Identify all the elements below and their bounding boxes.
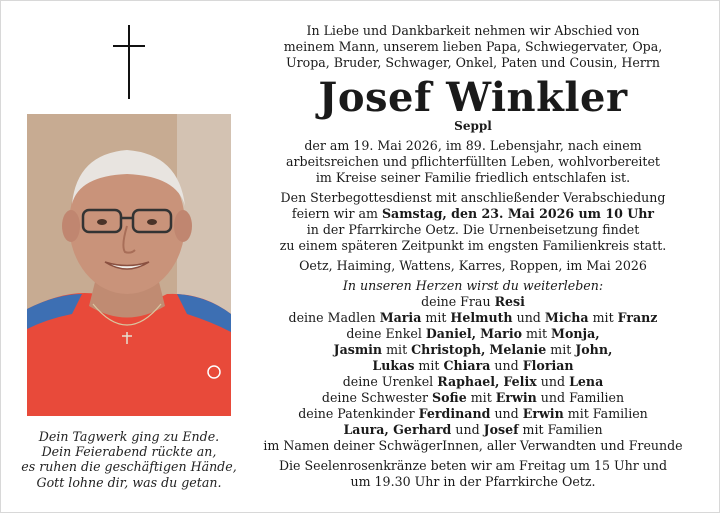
- family-line: deine Frau Resi: [421, 294, 525, 309]
- family-line: Lukas mit Chiara und Florian: [372, 358, 574, 373]
- family-line: Jasmin mit Christoph, Melanie mit John,: [333, 342, 613, 357]
- nickname: Seppl: [454, 119, 492, 133]
- hearts-line: In unseren Herzen wirst du weiterleben:: [342, 278, 604, 293]
- poem-line: es ruhen die geschäftigen Hände,: [21, 459, 237, 475]
- deceased-name: Josef Winkler: [318, 74, 628, 121]
- poem-line: Dein Tagwerk ging zu Ende.: [38, 429, 220, 444]
- family-line: Laura, Gerhard und Josef mit Familien: [343, 422, 603, 437]
- poem-line: Gott lohne dir, was du getan.: [36, 474, 222, 490]
- intro-line: In Liebe und Dankbarkeit nehmen wir Abschied von: [306, 23, 640, 38]
- family-line: deine Patenkinder Ferdinand und Erwin mit Familien: [298, 406, 648, 421]
- obituary-text: [263, 23, 683, 490]
- family-line: deine Schwester Sofie mit Erwin und Familien: [321, 390, 625, 405]
- portrait-photo: [27, 114, 231, 416]
- rosary-line: um 19.30 Uhr in der Pfarrkirche Oetz.: [350, 474, 596, 489]
- rosary-line: Die Seelenrosenkränze beten wir am Freitag um 15 Uhr und: [278, 458, 668, 473]
- poem: [15, 429, 243, 490]
- family-line: deine Urenkel Raphael, Felix und Lena: [342, 374, 604, 389]
- place-date: Oetz, Haiming, Wattens, Karres, Roppen, im Mai 2026: [299, 258, 647, 273]
- family-line: deine Enkel Daniel, Mario mit Monja,: [346, 326, 600, 341]
- poem-line: Dein Feierabend rückte an,: [41, 444, 217, 460]
- intro-line: Uropa, Bruder, Schwager, Onkel, Paten und Cousin, Herrn: [286, 55, 660, 70]
- intro-line: meinem Mann, unserem lieben Papa, Schwiegervater, Opa,: [283, 39, 663, 54]
- service-line: in der Pfarrkirche Oetz. Die Urnenbeisetzung findet: [306, 222, 640, 237]
- family-line: deine Madlen Maria mit Helmuth und Micha mit Franz: [288, 310, 658, 325]
- cross-icon: [113, 25, 145, 99]
- family-line: im Namen deiner SchwägerInnen, aller Verwandten und Freunde: [263, 438, 683, 453]
- death-line: arbeitsreichen und pflichterfüllten Leben, wohlvorbereitet: [285, 154, 660, 169]
- service-line: Den Sterbegottesdienst mit anschließender Verabschiedung: [280, 190, 666, 205]
- service-line: feiern wir am Samstag, den 23. Mai 2026 um 10 Uhr: [291, 206, 655, 221]
- death-line: der am 19. Mai 2026, im 89. Lebensjahr, nach einem: [304, 138, 642, 153]
- service-date: Samstag, den 23. Mai 2026 um 10 Uhr: [381, 206, 655, 221]
- death-line: im Kreise seiner Familie friedlich entschlafen ist.: [315, 170, 631, 185]
- service-line: zu einem späteren Zeitpunkt im engsten Familienkreis statt.: [279, 238, 667, 253]
